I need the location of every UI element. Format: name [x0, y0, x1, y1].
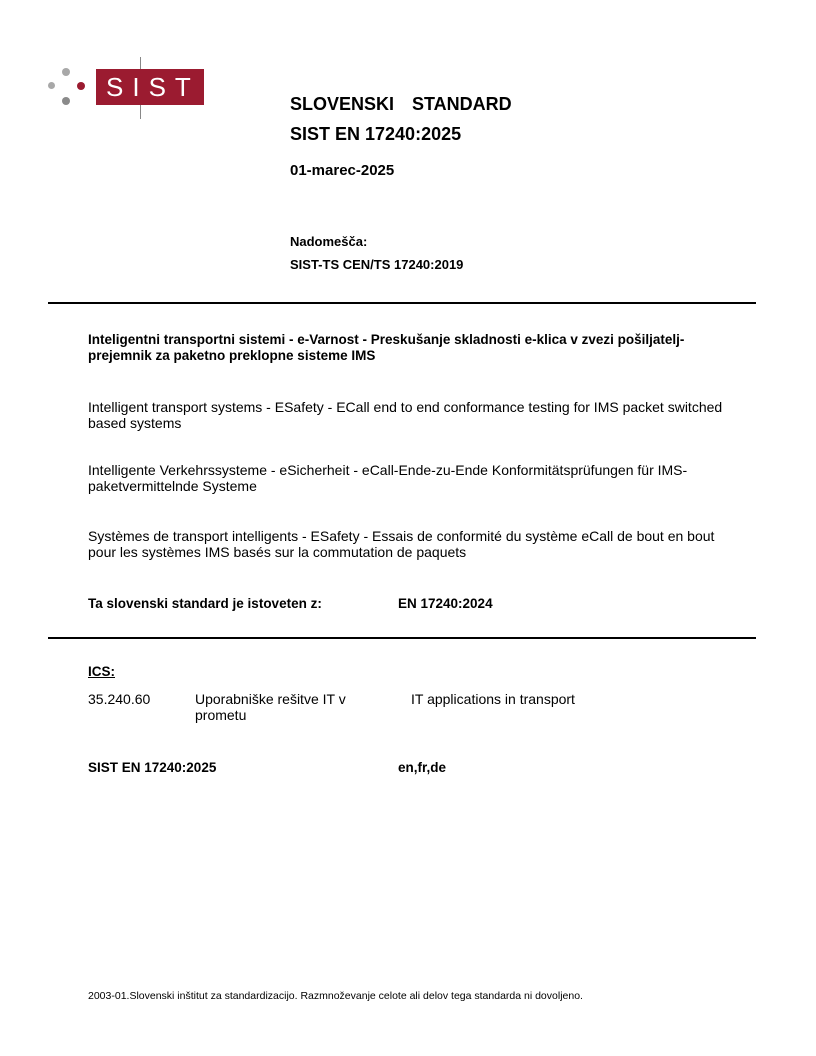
ics-description-en: IT applications in transport [411, 691, 575, 707]
footer-languages: en,fr,de [398, 760, 447, 775]
replaces-value: SIST-TS CEN/TS 17240:2019 [290, 257, 464, 272]
logo-accent-dot-icon [77, 82, 85, 90]
title-german: Intelligente Verkehrssysteme - eSicherheit - eCall-Ende-zu-Ende Konformitätsprüfungen für IMS-paketvermittelnde Systeme [88, 462, 688, 494]
title-english: Intelligent transport systems - ESafety - ECall end to end conformance testing for IMS packet switched based systems [88, 399, 723, 431]
identical-value: EN 17240:2024 [398, 596, 493, 611]
replaces-label: Nadomešča: [290, 234, 368, 249]
title-slovenian: Inteligentni transportni sistemi - e-Varnost - Preskušanje skladnosti e-klica v zvezi pošiljatelj-prejemnik za paketno preklopne sisteme IMS [88, 332, 685, 363]
footer-standard-code: SIST EN 17240:2025 [88, 760, 217, 775]
logo-dot-icon [62, 68, 70, 76]
logo-dot-icon [48, 82, 55, 89]
ics-heading: ICS: [88, 664, 115, 679]
sist-logo [48, 60, 208, 120]
divider-top [48, 302, 756, 304]
divider-bottom [48, 637, 756, 639]
standard-number: SIST EN 17240:2025 [290, 124, 462, 144]
logo-dot-icon [62, 97, 70, 105]
title-french: Systèmes de transport intelligents - ESafety - Essais de conformité du système eCall de bout en bout pour les systèmes IMS basés sur la commutation de paquets [88, 528, 715, 560]
publication-date: 01-marec-2025 [290, 162, 395, 179]
ics-code: 35.240.60 [88, 691, 151, 707]
copyright-notice: 2003-01.Slovenski inštitut za standardizacijo. Razmnoževanje celote ali delov tega standarda ni dovoljeno. [88, 990, 583, 1002]
logo-wordmark: SIST [96, 69, 204, 105]
ics-description-sl: Uporabniške rešitve IT v prometu [195, 691, 346, 723]
standard-type: SLOVENSKI STANDARD [290, 94, 512, 114]
identical-label: Ta slovenski standard je istoveten z: [88, 596, 322, 611]
